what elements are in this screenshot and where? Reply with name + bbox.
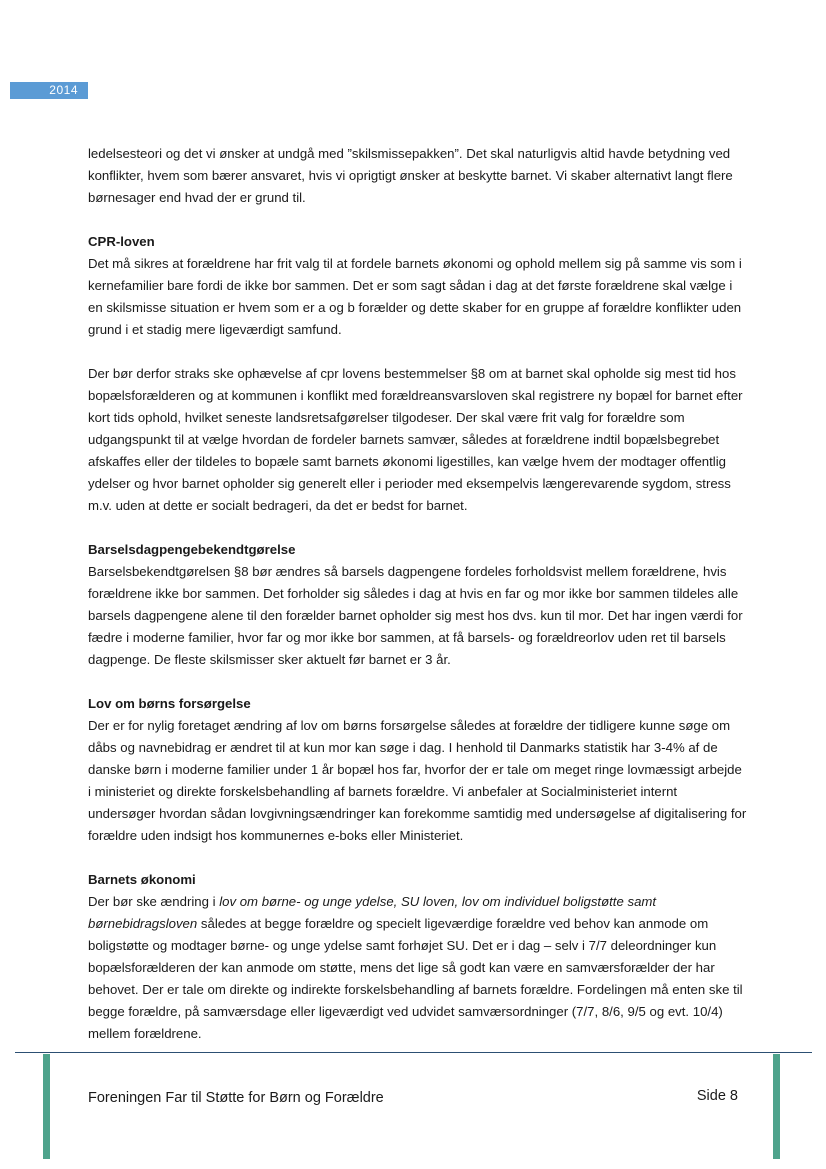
cpr-paragraph-2: Der bør derfor straks ske ophævelse af cpr lovens bestemmelser §8 om at barnet skal opholde sig mest tid hos bopælsforælderen og at kommunen i konflikt med forældreansvarsloven skal registrere ny bopæl for barnet efter kort tids ophold, hvilket seneste landsretsafgørelser tilgodeser. Der skal være frit valg for forældre som udgangspunkt til at vælge hvordan de fordeler barnets samvær, således at forældrene indtil bopælsbegrebet afskaffes eller der tildeles to bopæle samt barnets økonomi ligestilles, kan vælge hvem der modtager offentlig ydelser og hvor barnet opholder sig generelt eller i perioder med eksempelvis længerevarende sygdom, stress m.v. uden at dette er socialt bedrageri, da det er bedst for barnet. (88, 366, 743, 513)
section-heading-cpr: CPR-loven (88, 234, 155, 249)
forsorgelse-paragraph: Der er for nylig foretaget ændring af lov om børns forsørgelse således at forældre der tidligere kunne søge om dåbs og navnebidrag er ændret til at kun mor kan søge i dag. I henhold til Danmarks statistik har 3-4% af de danske børn i moderne familier under 1 år bopæl hos far, hvorfor der er tale om meget ringe lovmæssigt arbejde i ministeriet og direkte forskelsbehandling af barnets forældre. Vi anbefaler at Socialministeriet internt undersøger hvordan sådan lovgivningsændringer kan forekomme samtidig med undersøgelse af digitalisering for forældre uden indsigt hos kommunernes e-boks eller Ministeriet. (88, 718, 747, 843)
footer-organization: Foreningen Far til Støtte for Børn og Forældre (88, 1090, 384, 1106)
footer-left-bar (43, 1054, 50, 1159)
cpr-paragraph-1: Det må sikres at forældrene har frit valg til at fordele barnets økonomi og ophold mellem sig på samme vis som i kernefamilier bare fordi de ikke bor sammen. Det er som sagt sådan i dag at det første forældrene skal vælge i en skilsmisse situation er hvem som er a og b forælder og dette skaber for en gruppe af forældre konflikter uden grund i et stadig mere ligeværdigt samfund. (88, 256, 742, 337)
footer-divider (15, 1052, 812, 1053)
document-body (88, 143, 748, 1067)
section-heading-forsorgelse: Lov om børns forsørgelse (88, 696, 251, 711)
footer-right-bar (773, 1054, 780, 1159)
footer-page-number: Side 8 (696, 1088, 738, 1104)
barsel-paragraph: Barselsbekendtgørelsen §8 bør ændres så barsels dagpengene fordeles forholdsvist mellem forældrene, hvis forældrene ikke bor sammen. Det forholder sig således i dag at hvis en far og mor ikke bor sammen tildeles alle barsels dagpengene alene til den forælder barnet opholder sig mest hos dvs. kun til mor. Det har ingen værdi for fædre i moderne familier, hvor far og mor ikke bor sammen, at få barsels- og forældreorlov uden ret til barsels dagpenge. De fleste skilsmisser sker aktuelt før barnet er 3 år. (88, 564, 743, 667)
okonomi-text-post: således at begge forældre og specielt ligeværdige forældre ved behov kan anmode om boligstøtte og modtager børne- og unge ydelse samt forhøjet SU. Det er i dag – selv i 7/7 deleordninger kun bopælsforælderen der kan anmode om støtte, mens det lige så godt kan være en samværsforælder der har behovet. Der er tale om direkte og indirekte forskelsbehandling af barnets forældre. Fordelingen må enten ske til begge forældre, på samværsdage eller ligeværdigt ved udvidet samværsordninger (7/7, 8/6, 9/5 og evt. 10/4) mellem forældrene. (88, 916, 743, 1041)
section-heading-okonomi: Barnets økonomi (88, 872, 196, 887)
section-heading-barsel: Barselsdagpengebekendtgørelse (88, 542, 296, 557)
okonomi-laws-italic: lov om børne- og unge ydelse, SU loven, lov om individuel boligstøtte samt børnebidragsloven (88, 894, 657, 931)
okonomi-paragraph (88, 891, 748, 1045)
okonomi-text-pre: Der bør ske ændring i (88, 894, 220, 909)
year-badge: 2014 (10, 82, 88, 99)
intro-paragraph: ledelsesteori og det vi ønsker at undgå med ”skilsmissepakken”. Det skal naturligvis altid havde betydning ved konflikter, hvem som bærer ansvaret, hvis vi oprigtigt ønsker at beskytte barnet. Vi skaber alternativt langt flere børnesager end hvad der er grund til. (88, 146, 733, 205)
